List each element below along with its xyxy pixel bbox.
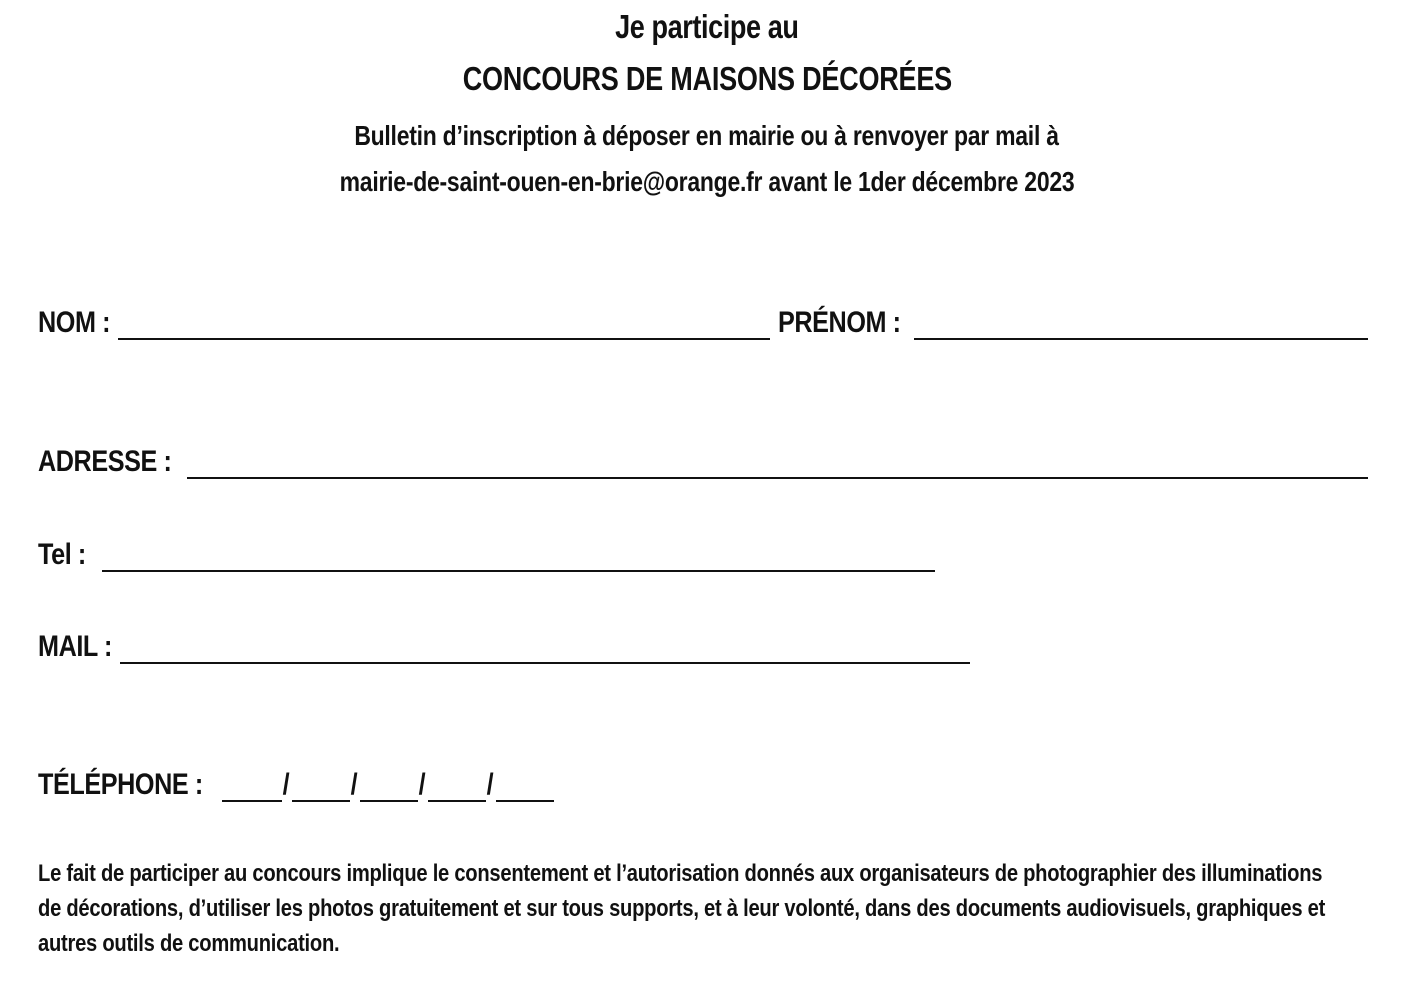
mail-row	[38, 630, 978, 670]
consent-note: Le fait de participer au concours implique le consentement et l’autorisation donnés aux organisateurs de photographier des illuminations de décorations, d’utiliser les photos gratuitement et sur tous supports, et à leur volonté, dans des documents audiovisuels, graphiques et autres outils de communication.	[38, 860, 1326, 957]
contest-title-text: CONCOURS DE MAISONS DÉCORÉES	[462, 60, 952, 97]
adresse-field[interactable]	[187, 477, 1368, 479]
mail-label: MAIL :	[38, 630, 113, 663]
telephone-segment-1[interactable]	[222, 800, 282, 802]
telephone-separator: /	[282, 768, 290, 801]
nom-field[interactable]	[118, 338, 770, 340]
adresse-row	[38, 445, 1378, 485]
tel-row	[38, 538, 958, 578]
mail-field[interactable]	[120, 662, 970, 664]
telephone-row	[38, 768, 578, 808]
telephone-segment-2[interactable]	[292, 800, 350, 802]
page-title	[0, 60, 1414, 98]
prenom-label: PRÉNOM :	[778, 306, 901, 339]
nom-label: NOM :	[38, 306, 111, 339]
adresse-label: ADRESSE :	[38, 445, 172, 478]
telephone-label: TÉLÉPHONE :	[38, 768, 203, 801]
tel-label: Tel :	[38, 538, 86, 571]
header-participate-text: Je participe au	[615, 8, 799, 45]
telephone-separator: /	[418, 768, 426, 801]
header-line-1	[0, 8, 1414, 46]
instructions-line-2	[0, 166, 1414, 198]
instructions-line-1	[0, 120, 1414, 152]
instructions-text-1: Bulletin d’inscription à déposer en mairie ou à renvoyer par mail à	[354, 120, 1060, 151]
telephone-segment-4[interactable]	[428, 800, 486, 802]
tel-field[interactable]	[102, 570, 935, 572]
prenom-field[interactable]	[914, 338, 1368, 340]
telephone-separator: /	[350, 768, 358, 801]
telephone-segment-5[interactable]	[496, 800, 554, 802]
telephone-segment-3[interactable]	[360, 800, 418, 802]
instructions-text-2: mairie-de-saint-ouen-en-brie@orange.fr avant le 1der décembre 2023	[339, 166, 1075, 197]
telephone-separator: /	[486, 768, 494, 801]
nom-prenom-row	[38, 306, 1378, 346]
